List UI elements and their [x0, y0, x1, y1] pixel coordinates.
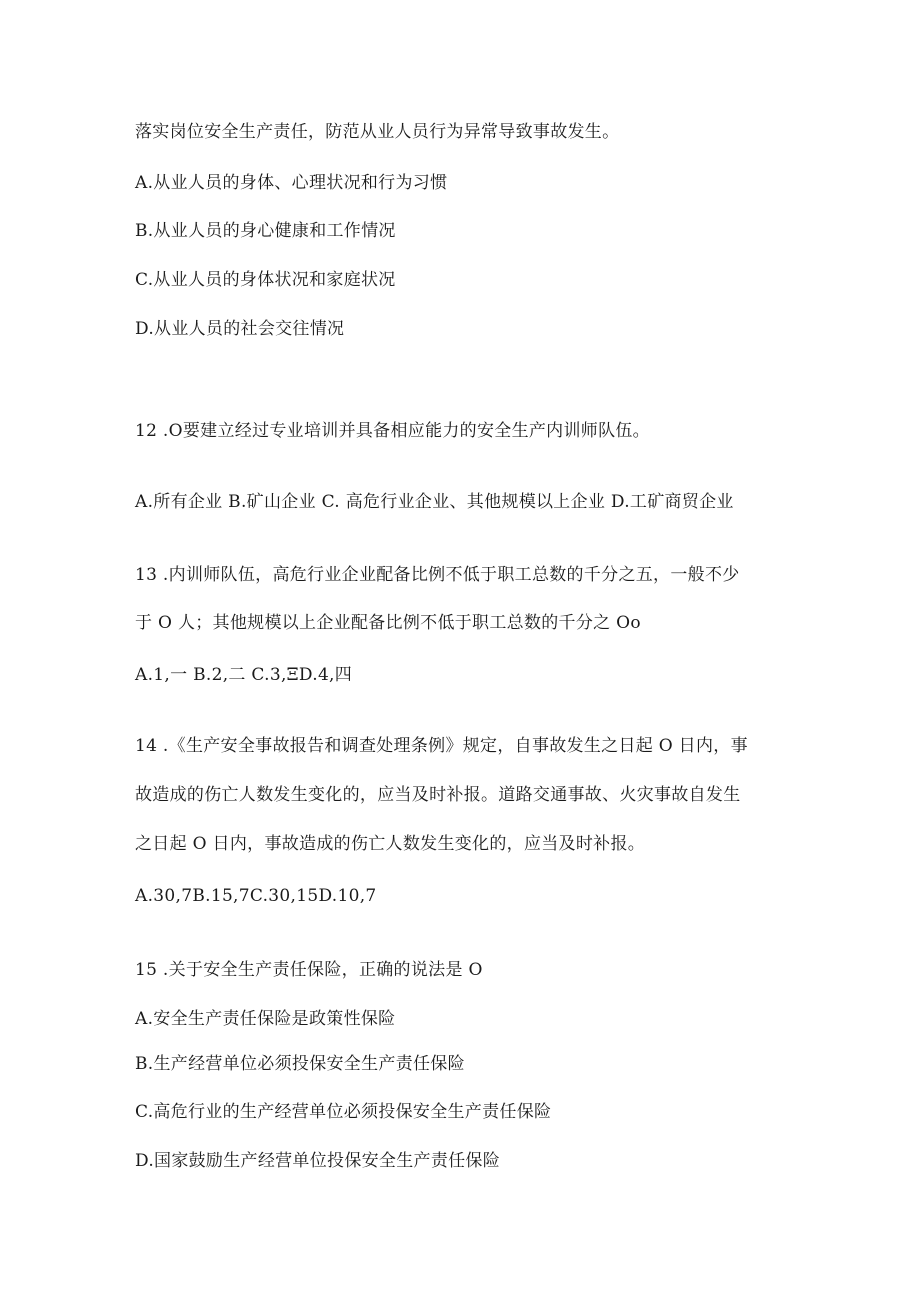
question-11-stem-end: 落实岗位安全生产责任，防范从业人员行为异常导致事故发生。 — [135, 122, 620, 142]
question-15-option-a: A.安全生产责任保险是政策性保险 — [135, 1009, 396, 1029]
question-13-stem-line-1: 13 .内训师队伍，高危行业企业配备比例不低于职工总数的千分之五，一般不少 — [135, 565, 740, 585]
question-13-options: A.1,一 B.2,二 C.3,ΞD.4,四 — [135, 665, 353, 685]
question-14-stem-line-2: 故造成的伤亡人数发生变化的，应当及时补报。道路交通事故、火灾事故自发生 — [135, 785, 741, 805]
question-15-stem: 15 .关于安全生产责任保险，正确的说法是 O — [135, 960, 483, 980]
question-11-option-d: D.从业人员的社会交往情况 — [135, 319, 345, 339]
question-11-option-a: A.从业人员的身体、心理状况和行为习惯 — [135, 173, 448, 193]
question-15-option-d: D.国家鼓励生产经营单位投保安全生产责任保险 — [135, 1151, 501, 1171]
question-12-options: A.所有企业 B.矿山企业 C. 高危行业企业、其他规模以上企业 D.工矿商贸企业 — [135, 492, 734, 512]
question-11-option-c: C.从业人员的身体状况和家庭状况 — [135, 270, 396, 290]
question-13-stem-line-2: 于 O 人；其他规模以上企业配备比例不低于职工总数的千分之 Oo — [135, 613, 641, 633]
question-14-options: A.30,7B.15,7C.30,15D.10,7 — [135, 886, 377, 906]
question-15-option-c: C.高危行业的生产经营单位必须投保安全生产责任保险 — [135, 1102, 552, 1122]
question-12-stem: 12 .O要建立经过专业培训并具备相应能力的安全生产内训师队伍。 — [135, 421, 650, 441]
question-11-option-b: B.从业人员的身心健康和工作情况 — [135, 221, 396, 241]
question-14-stem-line-3: 之日起 O 日内，事故造成的伤亡人数发生变化的，应当及时补报。 — [135, 834, 646, 854]
question-14-stem-line-1: 14 .《生产安全事故报告和调查处理条例》规定，自事故发生之日起 O 日内，事 — [135, 736, 748, 756]
question-15-option-b: B.生产经营单位必须投保安全生产责任保险 — [135, 1054, 465, 1074]
